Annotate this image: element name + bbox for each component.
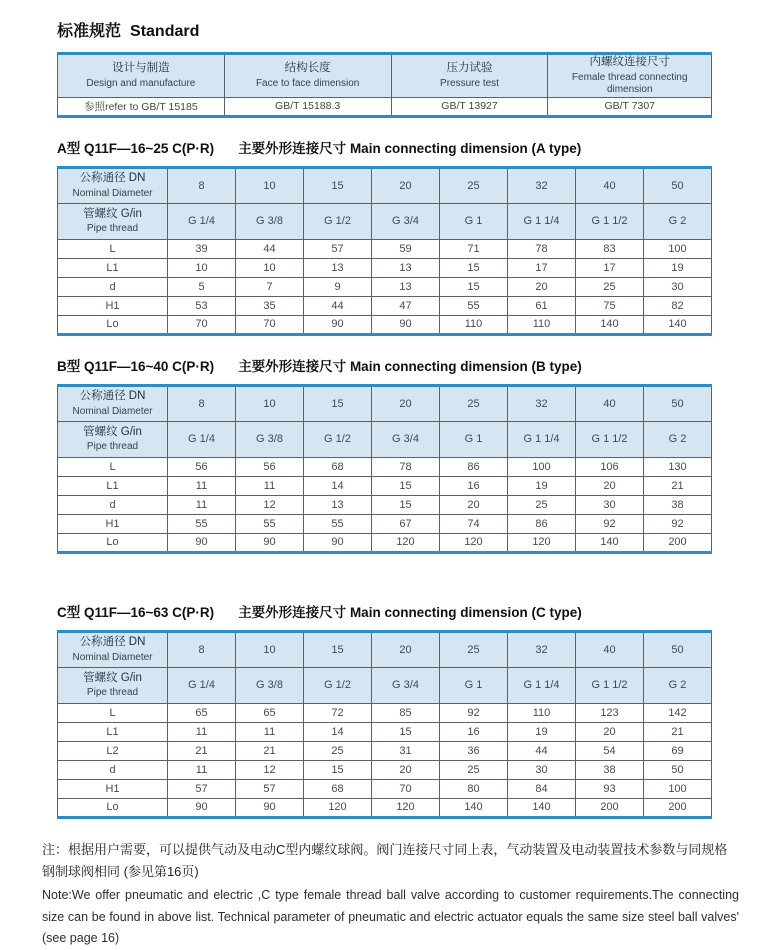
note-text-en: Note:We offer pneumatic and electric ,C type female thread ball valve according to customer requirements.The connecting size can be found in above list. Technical parameter of pneumatic and electric actuator equals the same size steel ball valves' (see page 16) bbox=[42, 887, 739, 946]
dn-value-cell: 20 bbox=[372, 167, 440, 203]
row-label: L1 bbox=[58, 476, 168, 495]
dimension-value-cell: 142 bbox=[644, 703, 712, 722]
thread-label-cn: 管螺纹 G/in bbox=[83, 207, 142, 220]
row-label: Lo bbox=[58, 315, 168, 334]
dimension-value-cell: 70 bbox=[236, 315, 304, 334]
thread-value-cell: G 1 1/2 bbox=[576, 421, 644, 457]
dimension-value-cell: 55 bbox=[304, 514, 372, 533]
dn-label-en: Nominal Diameter bbox=[72, 187, 153, 199]
thread-value-cell: G 1/4 bbox=[168, 667, 236, 703]
dn-header-row bbox=[58, 385, 712, 421]
thread-value-cell: G 3/4 bbox=[372, 203, 440, 239]
thread-label-cn: 管螺纹 G/in bbox=[83, 671, 142, 684]
dimension-value-cell: 15 bbox=[440, 258, 508, 277]
dimension-value-cell: 57 bbox=[304, 239, 372, 258]
thread-value-cell: G 3/4 bbox=[372, 667, 440, 703]
page-title bbox=[57, 18, 778, 41]
dimension-row-Lo bbox=[58, 533, 712, 552]
dimension-value-cell: 35 bbox=[236, 296, 304, 315]
dimension-value-cell: 38 bbox=[576, 760, 644, 779]
dimension-value-cell: 36 bbox=[440, 741, 508, 760]
row-label: L1 bbox=[58, 258, 168, 277]
dimension-value-cell: 20 bbox=[576, 722, 644, 741]
dimension-value-cell: 82 bbox=[644, 296, 712, 315]
dimension-row-L1 bbox=[58, 476, 712, 495]
dimension-value-cell: 55 bbox=[440, 296, 508, 315]
dimension-value-cell: 100 bbox=[644, 779, 712, 798]
dimension-row-L1 bbox=[58, 722, 712, 741]
thread-value-cell: G 1/2 bbox=[304, 667, 372, 703]
thread-value-cell: G 2 bbox=[644, 421, 712, 457]
thread-value-cell: G 1/4 bbox=[168, 203, 236, 239]
dn-value-cell: 40 bbox=[576, 385, 644, 421]
thread-label-en: Pipe thread bbox=[86, 223, 139, 235]
dimension-section-B bbox=[57, 355, 778, 554]
dn-header-label bbox=[58, 167, 168, 203]
dimension-value-cell: 67 bbox=[372, 514, 440, 533]
dn-value-cell: 32 bbox=[508, 167, 576, 203]
row-label: H1 bbox=[58, 296, 168, 315]
dn-value-cell: 10 bbox=[236, 631, 304, 667]
dimension-value-cell: 15 bbox=[372, 722, 440, 741]
note-text-cn: 注：根据用户需要，可以提供气动及电动C型内螺纹球阀。阀门连接尺寸同上表，气动装置及电动装置技术参数与同规格钢制球阀相同 (参见第16页) bbox=[42, 841, 728, 879]
dimension-row-d bbox=[58, 495, 712, 514]
dimension-value-cell: 140 bbox=[576, 533, 644, 552]
dimension-value-cell: 56 bbox=[168, 457, 236, 476]
thread-header-label bbox=[58, 667, 168, 703]
dimension-value-cell: 25 bbox=[304, 741, 372, 760]
standards-header-thread-cn: 内螺纹连接尺寸 bbox=[589, 56, 670, 68]
dimension-value-cell: 90 bbox=[236, 798, 304, 817]
dimension-table-title-B bbox=[57, 355, 778, 375]
thread-value-cell: G 3/8 bbox=[236, 421, 304, 457]
dimension-value-cell: 110 bbox=[508, 703, 576, 722]
thread-header-row bbox=[58, 421, 712, 457]
dimension-value-cell: 17 bbox=[576, 258, 644, 277]
dimension-value-cell: 55 bbox=[236, 514, 304, 533]
dimension-value-cell: 59 bbox=[372, 239, 440, 258]
dimension-value-cell: 11 bbox=[168, 476, 236, 495]
dimension-value-cell: 200 bbox=[576, 798, 644, 817]
dimension-value-cell: 19 bbox=[508, 476, 576, 495]
thread-value-cell: G 2 bbox=[644, 667, 712, 703]
page-title-en: Standard bbox=[130, 23, 200, 40]
standards-value-row bbox=[58, 97, 712, 116]
standards-header-facetoface bbox=[224, 54, 391, 98]
row-label: d bbox=[58, 495, 168, 514]
standards-header-pressure-cn: 压力试验 bbox=[446, 62, 493, 75]
dimension-value-cell: 21 bbox=[644, 722, 712, 741]
standards-value-pressure: GB/T 13927 bbox=[391, 97, 548, 116]
thread-value-cell: G 1 bbox=[440, 203, 508, 239]
dimension-value-cell: 44 bbox=[236, 239, 304, 258]
dimension-value-cell: 83 bbox=[576, 239, 644, 258]
dn-value-cell: 40 bbox=[576, 631, 644, 667]
dimension-value-cell: 140 bbox=[644, 315, 712, 334]
dimension-title-text: 主要外形连接尺寸 Main connecting dimension (A type) bbox=[238, 140, 582, 156]
dimension-value-cell: 13 bbox=[372, 277, 440, 296]
thread-value-cell: G 1 bbox=[440, 667, 508, 703]
dimension-row-L bbox=[58, 239, 712, 258]
dimension-value-cell: 21 bbox=[236, 741, 304, 760]
dimension-table-B bbox=[57, 384, 712, 554]
dimension-value-cell: 61 bbox=[508, 296, 576, 315]
dn-value-cell: 8 bbox=[168, 385, 236, 421]
row-label: L bbox=[58, 457, 168, 476]
dn-label-cn: 公称通径 DN bbox=[79, 390, 146, 402]
standards-header-facetoface-cn: 结构长度 bbox=[284, 62, 331, 75]
dimension-value-cell: 11 bbox=[236, 722, 304, 741]
dimension-title-text: 主要外形连接尺寸 Main connecting dimension (C type) bbox=[238, 604, 582, 620]
dimension-value-cell: 106 bbox=[576, 457, 644, 476]
standards-header-thread-en: Female thread connecting dimension bbox=[571, 71, 688, 96]
thread-value-cell: G 1 1/4 bbox=[508, 667, 576, 703]
dimension-value-cell: 13 bbox=[304, 258, 372, 277]
note-block bbox=[42, 839, 739, 950]
thread-header-row bbox=[58, 667, 712, 703]
dn-value-cell: 32 bbox=[508, 385, 576, 421]
dimension-row-d bbox=[58, 277, 712, 296]
row-label: H1 bbox=[58, 779, 168, 798]
dimension-value-cell: 80 bbox=[440, 779, 508, 798]
thread-header-label bbox=[58, 421, 168, 457]
dimension-value-cell: 90 bbox=[304, 315, 372, 334]
thread-value-cell: G 1 1/4 bbox=[508, 203, 576, 239]
dimension-value-cell: 120 bbox=[304, 798, 372, 817]
dn-value-cell: 50 bbox=[644, 631, 712, 667]
dimension-value-cell: 140 bbox=[576, 315, 644, 334]
dimension-value-cell: 15 bbox=[372, 476, 440, 495]
dimension-value-cell: 14 bbox=[304, 476, 372, 495]
dimension-value-cell: 130 bbox=[644, 457, 712, 476]
dimension-value-cell: 19 bbox=[644, 258, 712, 277]
dimension-value-cell: 65 bbox=[236, 703, 304, 722]
dimension-value-cell: 20 bbox=[508, 277, 576, 296]
dimension-value-cell: 90 bbox=[168, 533, 236, 552]
dimension-value-cell: 74 bbox=[440, 514, 508, 533]
dn-header-label bbox=[58, 385, 168, 421]
dimension-value-cell: 92 bbox=[576, 514, 644, 533]
dn-value-cell: 20 bbox=[372, 385, 440, 421]
dimension-value-cell: 15 bbox=[372, 495, 440, 514]
row-label: d bbox=[58, 277, 168, 296]
dimension-value-cell: 90 bbox=[236, 533, 304, 552]
dimension-value-cell: 120 bbox=[372, 533, 440, 552]
dimension-value-cell: 56 bbox=[236, 457, 304, 476]
dimension-value-cell: 78 bbox=[372, 457, 440, 476]
dimension-row-Lo bbox=[58, 315, 712, 334]
dn-value-cell: 50 bbox=[644, 385, 712, 421]
dn-value-cell: 15 bbox=[304, 385, 372, 421]
dimension-value-cell: 140 bbox=[508, 798, 576, 817]
dn-value-cell: 20 bbox=[372, 631, 440, 667]
dimension-value-cell: 93 bbox=[576, 779, 644, 798]
row-label: Lo bbox=[58, 533, 168, 552]
thread-value-cell: G 1 1/4 bbox=[508, 421, 576, 457]
dn-label-cn: 公称通径 DN bbox=[79, 172, 146, 184]
dimension-value-cell: 110 bbox=[440, 315, 508, 334]
dimension-value-cell: 100 bbox=[508, 457, 576, 476]
dimension-value-cell: 110 bbox=[508, 315, 576, 334]
dn-header-row bbox=[58, 631, 712, 667]
dn-value-cell: 32 bbox=[508, 631, 576, 667]
dimension-row-Lo bbox=[58, 798, 712, 817]
thread-value-cell: G 3/4 bbox=[372, 421, 440, 457]
dimension-value-cell: 15 bbox=[440, 277, 508, 296]
standards-value-facetoface: GB/T 15188.3 bbox=[224, 97, 391, 116]
dimension-value-cell: 30 bbox=[644, 277, 712, 296]
dimension-value-cell: 20 bbox=[440, 495, 508, 514]
dimension-value-cell: 70 bbox=[372, 779, 440, 798]
dimension-value-cell: 7 bbox=[236, 277, 304, 296]
dimension-row-L bbox=[58, 457, 712, 476]
dimension-value-cell: 200 bbox=[644, 798, 712, 817]
dimension-value-cell: 86 bbox=[508, 514, 576, 533]
dimension-value-cell: 71 bbox=[440, 239, 508, 258]
dn-value-cell: 10 bbox=[236, 167, 304, 203]
dimension-value-cell: 68 bbox=[304, 457, 372, 476]
thread-value-cell: G 1/2 bbox=[304, 203, 372, 239]
dn-header-label bbox=[58, 631, 168, 667]
standards-header-facetoface-en: Face to face dimension bbox=[255, 77, 360, 89]
dimension-value-cell: 75 bbox=[576, 296, 644, 315]
thread-value-cell: G 2 bbox=[644, 203, 712, 239]
dimension-value-cell: 38 bbox=[644, 495, 712, 514]
dimension-row-L1 bbox=[58, 258, 712, 277]
dn-value-cell: 10 bbox=[236, 385, 304, 421]
dn-value-cell: 8 bbox=[168, 631, 236, 667]
thread-value-cell: G 1 bbox=[440, 421, 508, 457]
valve-model-code: C型 Q11F—16~63 C(P·R) bbox=[57, 604, 215, 620]
standards-header-design bbox=[58, 54, 225, 98]
dimension-value-cell: 90 bbox=[372, 315, 440, 334]
dimension-value-cell: 92 bbox=[440, 703, 508, 722]
dimension-value-cell: 123 bbox=[576, 703, 644, 722]
dimension-value-cell: 12 bbox=[236, 495, 304, 514]
dimension-value-cell: 100 bbox=[644, 239, 712, 258]
standards-header-thread bbox=[548, 54, 712, 98]
dimension-value-cell: 57 bbox=[236, 779, 304, 798]
thread-value-cell: G 3/8 bbox=[236, 203, 304, 239]
dimension-value-cell: 11 bbox=[168, 760, 236, 779]
dimension-value-cell: 120 bbox=[372, 798, 440, 817]
dn-value-cell: 25 bbox=[440, 385, 508, 421]
row-label: H1 bbox=[58, 514, 168, 533]
row-label: L2 bbox=[58, 741, 168, 760]
dimension-value-cell: 11 bbox=[236, 476, 304, 495]
standards-header-row bbox=[58, 54, 712, 98]
dimension-value-cell: 10 bbox=[168, 258, 236, 277]
dn-label-en: Nominal Diameter bbox=[72, 405, 153, 417]
standards-header-design-cn: 设计与制造 bbox=[112, 62, 170, 75]
row-label: L bbox=[58, 703, 168, 722]
dimension-value-cell: 86 bbox=[440, 457, 508, 476]
dn-value-cell: 25 bbox=[440, 631, 508, 667]
dimension-value-cell: 200 bbox=[644, 533, 712, 552]
dimension-value-cell: 44 bbox=[304, 296, 372, 315]
dimension-sections bbox=[57, 137, 778, 819]
valve-model-code: B型 Q11F—16~40 C(P·R) bbox=[57, 358, 215, 374]
dn-value-cell: 15 bbox=[304, 631, 372, 667]
standards-header-pressure-en: Pressure test bbox=[440, 77, 499, 89]
row-label: d bbox=[58, 760, 168, 779]
dimension-value-cell: 69 bbox=[644, 741, 712, 760]
dimension-row-H1 bbox=[58, 296, 712, 315]
dimension-value-cell: 68 bbox=[304, 779, 372, 798]
valve-model-code: A型 Q11F—16~25 C(P·R) bbox=[57, 140, 215, 156]
dimension-value-cell: 57 bbox=[168, 779, 236, 798]
dimension-table-C bbox=[57, 630, 712, 819]
thread-value-cell: G 1 1/2 bbox=[576, 203, 644, 239]
thread-value-cell: G 1/4 bbox=[168, 421, 236, 457]
dimension-value-cell: 44 bbox=[508, 741, 576, 760]
dn-header-row bbox=[58, 167, 712, 203]
dimension-value-cell: 15 bbox=[304, 760, 372, 779]
dimension-value-cell: 11 bbox=[168, 722, 236, 741]
dn-value-cell: 25 bbox=[440, 167, 508, 203]
dimension-value-cell: 78 bbox=[508, 239, 576, 258]
row-label: L1 bbox=[58, 722, 168, 741]
thread-label-en: Pipe thread bbox=[86, 441, 139, 453]
dimension-section-A bbox=[57, 137, 778, 336]
dimension-value-cell: 90 bbox=[168, 798, 236, 817]
dn-label-cn: 公称通径 DN bbox=[79, 636, 146, 648]
thread-header-row bbox=[58, 203, 712, 239]
dimension-row-d bbox=[58, 760, 712, 779]
dimension-value-cell: 13 bbox=[304, 495, 372, 514]
dimension-value-cell: 19 bbox=[508, 722, 576, 741]
dimension-value-cell: 14 bbox=[304, 722, 372, 741]
row-label: Lo bbox=[58, 798, 168, 817]
dimension-value-cell: 120 bbox=[440, 533, 508, 552]
dimension-value-cell: 70 bbox=[168, 315, 236, 334]
thread-label-cn: 管螺纹 G/in bbox=[83, 425, 142, 438]
dimension-value-cell: 12 bbox=[236, 760, 304, 779]
dn-value-cell: 8 bbox=[168, 167, 236, 203]
dimension-value-cell: 20 bbox=[372, 760, 440, 779]
dn-value-cell: 40 bbox=[576, 167, 644, 203]
thread-value-cell: G 1 1/2 bbox=[576, 667, 644, 703]
thread-value-cell: G 1/2 bbox=[304, 421, 372, 457]
dimension-value-cell: 140 bbox=[440, 798, 508, 817]
dimension-value-cell: 25 bbox=[440, 760, 508, 779]
dn-value-cell: 15 bbox=[304, 167, 372, 203]
dimension-value-cell: 17 bbox=[508, 258, 576, 277]
dimension-value-cell: 25 bbox=[576, 277, 644, 296]
dimension-value-cell: 25 bbox=[508, 495, 576, 514]
dimension-value-cell: 10 bbox=[236, 258, 304, 277]
dimension-table-title-A bbox=[57, 137, 778, 157]
dimension-value-cell: 20 bbox=[576, 476, 644, 495]
dimension-value-cell: 39 bbox=[168, 239, 236, 258]
dimension-value-cell: 21 bbox=[644, 476, 712, 495]
dimension-row-L2 bbox=[58, 741, 712, 760]
dimension-value-cell: 30 bbox=[508, 760, 576, 779]
dimension-value-cell: 21 bbox=[168, 741, 236, 760]
dimension-row-L bbox=[58, 703, 712, 722]
dimension-value-cell: 55 bbox=[168, 514, 236, 533]
dimension-value-cell: 13 bbox=[372, 258, 440, 277]
dimension-row-H1 bbox=[58, 779, 712, 798]
page-title-cn: 标准规范 bbox=[57, 23, 122, 40]
dimension-value-cell: 47 bbox=[372, 296, 440, 315]
thread-label-en: Pipe thread bbox=[86, 687, 139, 699]
dimension-value-cell: 65 bbox=[168, 703, 236, 722]
dimension-title-text: 主要外形连接尺寸 Main connecting dimension (B type) bbox=[238, 358, 582, 374]
standards-header-design-en: Design and manufacture bbox=[86, 77, 196, 89]
dimension-value-cell: 92 bbox=[644, 514, 712, 533]
dimension-value-cell: 120 bbox=[508, 533, 576, 552]
thread-value-cell: G 3/8 bbox=[236, 667, 304, 703]
dimension-value-cell: 16 bbox=[440, 722, 508, 741]
dn-label-en: Nominal Diameter bbox=[72, 651, 153, 663]
standards-value-design: 参照refer to GB/T 15185 bbox=[58, 97, 225, 116]
dimension-value-cell: 50 bbox=[644, 760, 712, 779]
dimension-value-cell: 72 bbox=[304, 703, 372, 722]
thread-header-label bbox=[58, 203, 168, 239]
standards-table bbox=[57, 52, 712, 118]
dimension-table-A bbox=[57, 166, 712, 336]
dimension-value-cell: 31 bbox=[372, 741, 440, 760]
dimension-table-title-C bbox=[57, 601, 778, 621]
dimension-value-cell: 16 bbox=[440, 476, 508, 495]
dimension-value-cell: 5 bbox=[168, 277, 236, 296]
dimension-value-cell: 30 bbox=[576, 495, 644, 514]
dimension-value-cell: 54 bbox=[576, 741, 644, 760]
standards-value-thread: GB/T 7307 bbox=[548, 97, 712, 116]
dn-value-cell: 50 bbox=[644, 167, 712, 203]
dimension-row-H1 bbox=[58, 514, 712, 533]
dimension-value-cell: 9 bbox=[304, 277, 372, 296]
dimension-value-cell: 53 bbox=[168, 296, 236, 315]
dimension-value-cell: 90 bbox=[304, 533, 372, 552]
standards-header-pressure bbox=[391, 54, 548, 98]
row-label: L bbox=[58, 239, 168, 258]
dimension-value-cell: 84 bbox=[508, 779, 576, 798]
dimension-section-C bbox=[57, 601, 778, 819]
dimension-value-cell: 85 bbox=[372, 703, 440, 722]
dimension-value-cell: 11 bbox=[168, 495, 236, 514]
